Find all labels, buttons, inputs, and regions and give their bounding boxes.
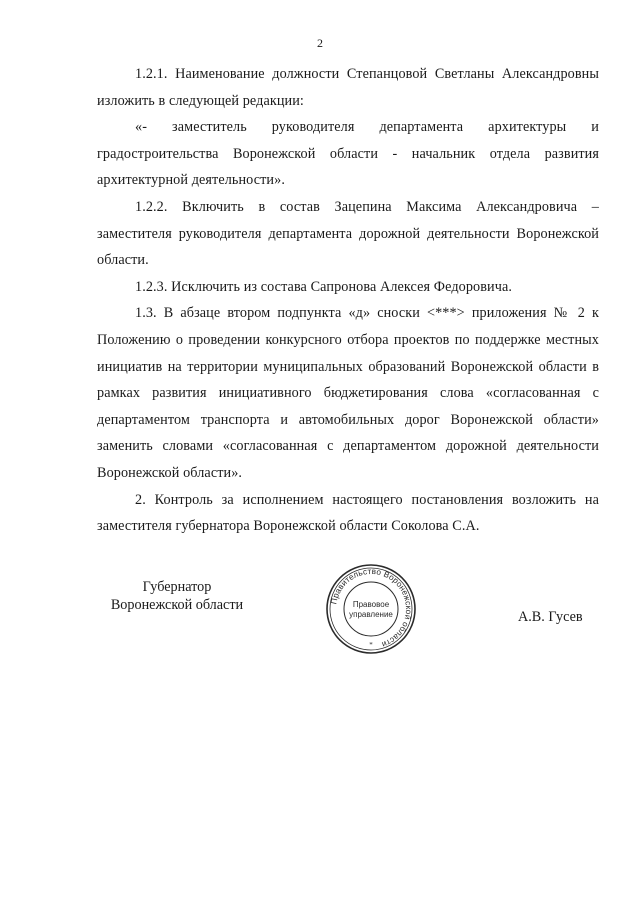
paragraph-quote: «- заместитель руководителя департамента архитектуры и градостроительства Воронежской области - начальник отдела развития архитектурной деятельности». bbox=[97, 119, 599, 189]
paragraph-1-3: 1.3. В абзаце втором подпункта «д» сноски <***> приложения № 2 к Положению о проведении конкурсного отбора проектов по поддержке местных инициатив на территории муниципальных образований Воронежской области в рамках развития инициативного бюджетирования слова «согласованная с департаментом транспорта и автомобильных дорог Воронежской области» заменить словами «согласованная с департаментом дорожной деятельности Воронежской области». bbox=[97, 305, 599, 481]
signatory-title-line1: Губернатор bbox=[142, 579, 212, 595]
document-body bbox=[97, 61, 599, 540]
stamp-star-icon: * bbox=[369, 641, 373, 649]
signatory-title bbox=[92, 578, 262, 614]
paragraph-1-2-3: 1.2.3. Исключить из состава Сапронова Алексея Федоровича. bbox=[135, 278, 512, 295]
page-number: 2 bbox=[317, 36, 323, 50]
signature-block bbox=[0, 566, 640, 678]
paragraph-2: 2. Контроль за исполнением настоящего постановления возложить на заместителя губернатора Воронежской области Соколова С.А. bbox=[97, 491, 599, 535]
official-stamp bbox=[325, 563, 417, 655]
stamp-center-line2: управление bbox=[349, 610, 393, 619]
signatory-name: А.В. Гусев bbox=[518, 609, 583, 625]
paragraph-1-2-2: 1.2.2. Включить в состав Зацепина Максима Александровича – заместителя руководителя департамента дорожной деятельности Воронежской области. bbox=[97, 198, 599, 269]
stamp-center-line1: Правовое bbox=[352, 600, 390, 609]
paragraph-1-2-1: 1.2.1. Наименование должности Степанцовой Светланы Александровны изложить в следующей редакции: bbox=[97, 66, 599, 109]
signatory-title-line2: Воронежской области bbox=[110, 597, 244, 613]
stamp-ring-text: Правительство Воронежской области bbox=[329, 566, 414, 650]
